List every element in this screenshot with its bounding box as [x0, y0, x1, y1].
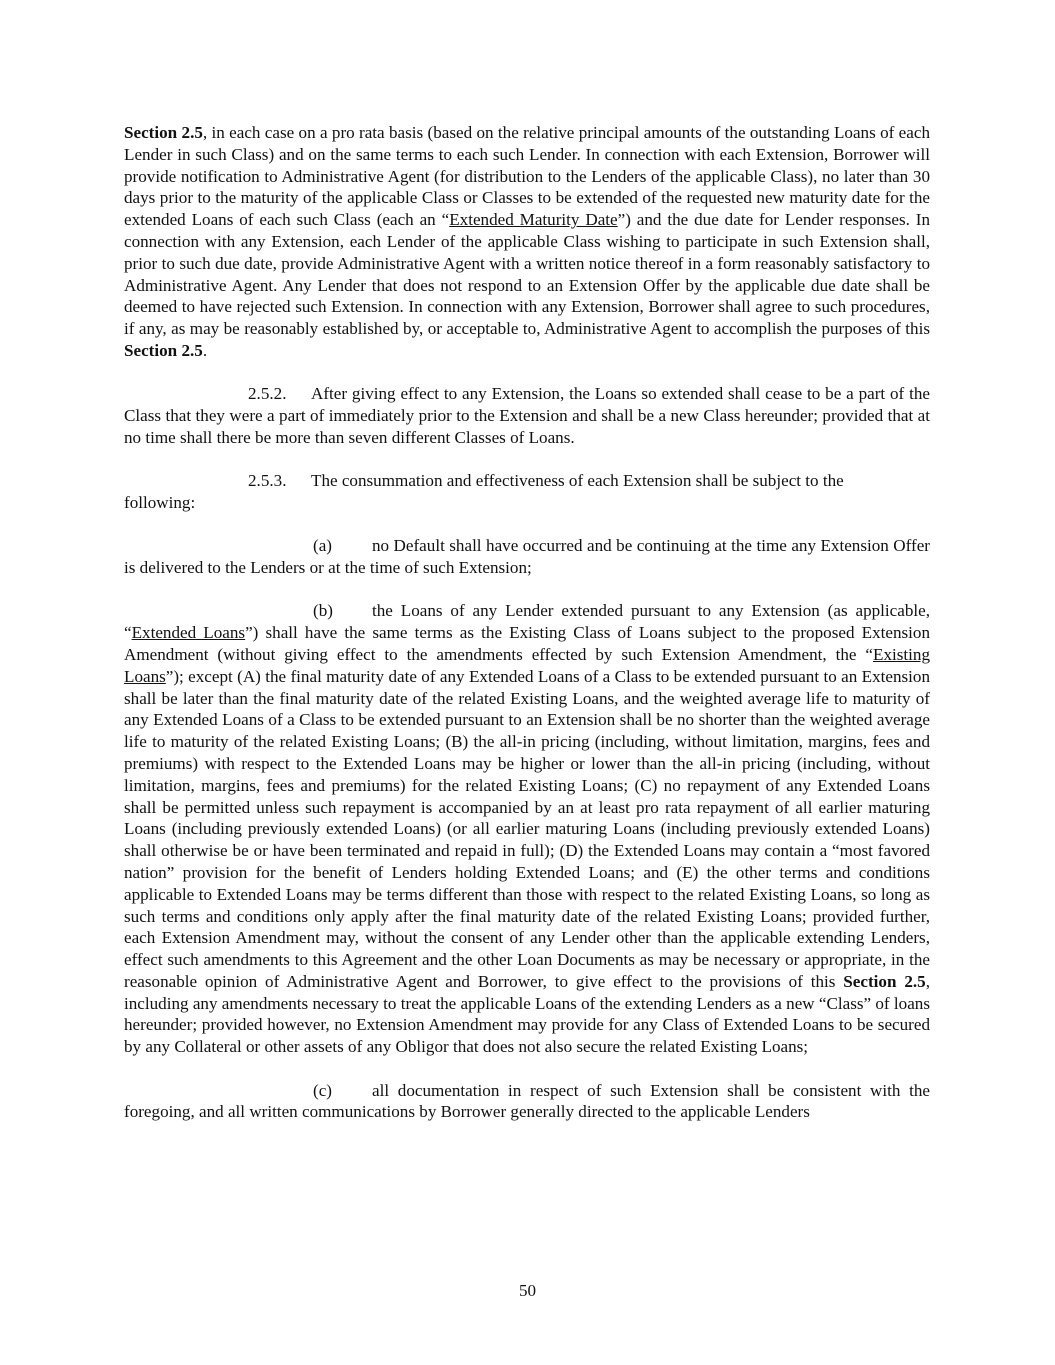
defined-term: Extended Maturity Date	[449, 210, 618, 230]
clause-a: (a) no Default shall have occurred and be continuing at the time any Extension Offer is delivered to the Lenders or at the time of such Extension;	[124, 536, 930, 578]
clause-b: (b) the Loans of any Lender extended pursuant to any Extension (as applicable, “Extended Loans”) shall have the same terms as the Existing Class of Loans subject to the proposed Extension Amendment (without giving effect to the amendments effected by such Extension Amendment, the “Existing Loans”); except (A) the final maturity date of any Extended Loans of a Class to be extended pursuant to an Extension shall be later than the final maturity date of the related Existing Loans, and the weighted average life to maturity of any Extended Loans of a Class to be extended pursuant to an Extension shall be no shorter than the weighted average life to maturity of the related Existing Loans; (B) the all-in pricing (including, without limitation, margins, fees and premiums) with respect to the Extended Loans may be higher or lower than the all-in pricing (including, without limitation, margins, fees and premiums) for the related Existing Loans; (C) no repayment of any Extended Loans shall be permitted unless such repayment is accompanied by an at least pro rata repayment of all earlier maturing Loans (including previously extended Loans) (or all earlier maturing Loans (including previously extended Loans) shall otherwise be or have been terminated and repaid in full); (D) the Extended Loans may contain a “most favored nation” provision for the benefit of Lenders holding Extended Loans; and (E) the other terms and conditions applicable to Extended Loans may be terms different than those with respect to the related Existing Loans, so long as such terms and conditions only apply after the final maturity date of the related Existing Loans; provided further, each Extension Amendment may, without the consent of any Lender other than the applicable extending Lenders, effect such amendments to this Agreement and the other Loan Documents as may be necessary or appropriate, in the reasonable opinion of Administrative Agent and Borrower, to give effect to the provisions of this Section 2.5, including any amendments necessary to treat the applicable Loans of the extending Lenders as a new “Class” of loans hereunder; provided however, no Extension Amendment may provide for any Class of Extended Loans to be secured by any Collateral or other assets of any Obligor that does not also secure the related Existing Loans;	[124, 601, 930, 1057]
paragraph-2-5-3: 2.5.3. The consummation and effectiveness of each Extension shall be subject to the following:	[124, 471, 844, 512]
section-ref: Section 2.5	[124, 340, 203, 360]
section-ref: Section 2.5	[124, 123, 203, 142]
clause-c: (c) all documentation in respect of such Extension shall be consistent with the foregoing, and all written communications by Borrower generally directed to the applicable Lenders	[124, 1080, 930, 1122]
paragraph-continuation: Section 2.5, in each case on a pro rata basis (based on the relative principal amounts of the outstanding Loans of each Lender in such Class) and on the same terms to each such Lender. In connection with each Extension, Borrower will provide notification to Administrative Agent (for distribution to the Lenders of the applicable Class), no later than 30 days prior to the maturity of the applicable Class or Classes to be extended of the requested new maturity date for the extended Loans of each such Class (each an “Extended Maturity Date”) and the due date for Lender responses. In connection with any Extension, each Lender of the applicable Class wishing to participate in such Extension shall, prior to such due date, provide Administrative Agent with a written notice thereof in a form reasonably satisfactory to Administrative Agent. Any Lender that does not respond to an Extension Offer by the applicable due date shall be deemed to have rejected such Extension. In connection with any Extension, Borrower shall agree to such procedures, if any, as may be reasonably established by, or acceptable to, Administrative Agent to accomplish the purposes of this Section 2.5.	[124, 123, 931, 360]
clause-label: (c)	[313, 1080, 332, 1100]
defined-term: Existing Loans	[124, 644, 930, 686]
clause-label: (a)	[313, 536, 332, 556]
clause-label: (b)	[313, 601, 333, 621]
section-number: 2.5.3.	[248, 471, 287, 491]
paragraph-2-5-2: 2.5.2. After giving effect to any Extension, the Loans so extended shall cease to be a part of the Class that they were a part of immediately prior to the Extension and shall be a new Class hereunder; provided that at no time shall there be more than seven different Classes of Loans.	[124, 384, 930, 447]
defined-term: Extended Loans	[131, 623, 246, 643]
page-number: 50	[518, 1281, 537, 1300]
section-number: 2.5.2.	[248, 384, 287, 404]
document-body	[124, 122, 930, 1123]
section-ref: Section 2.5	[843, 971, 926, 991]
